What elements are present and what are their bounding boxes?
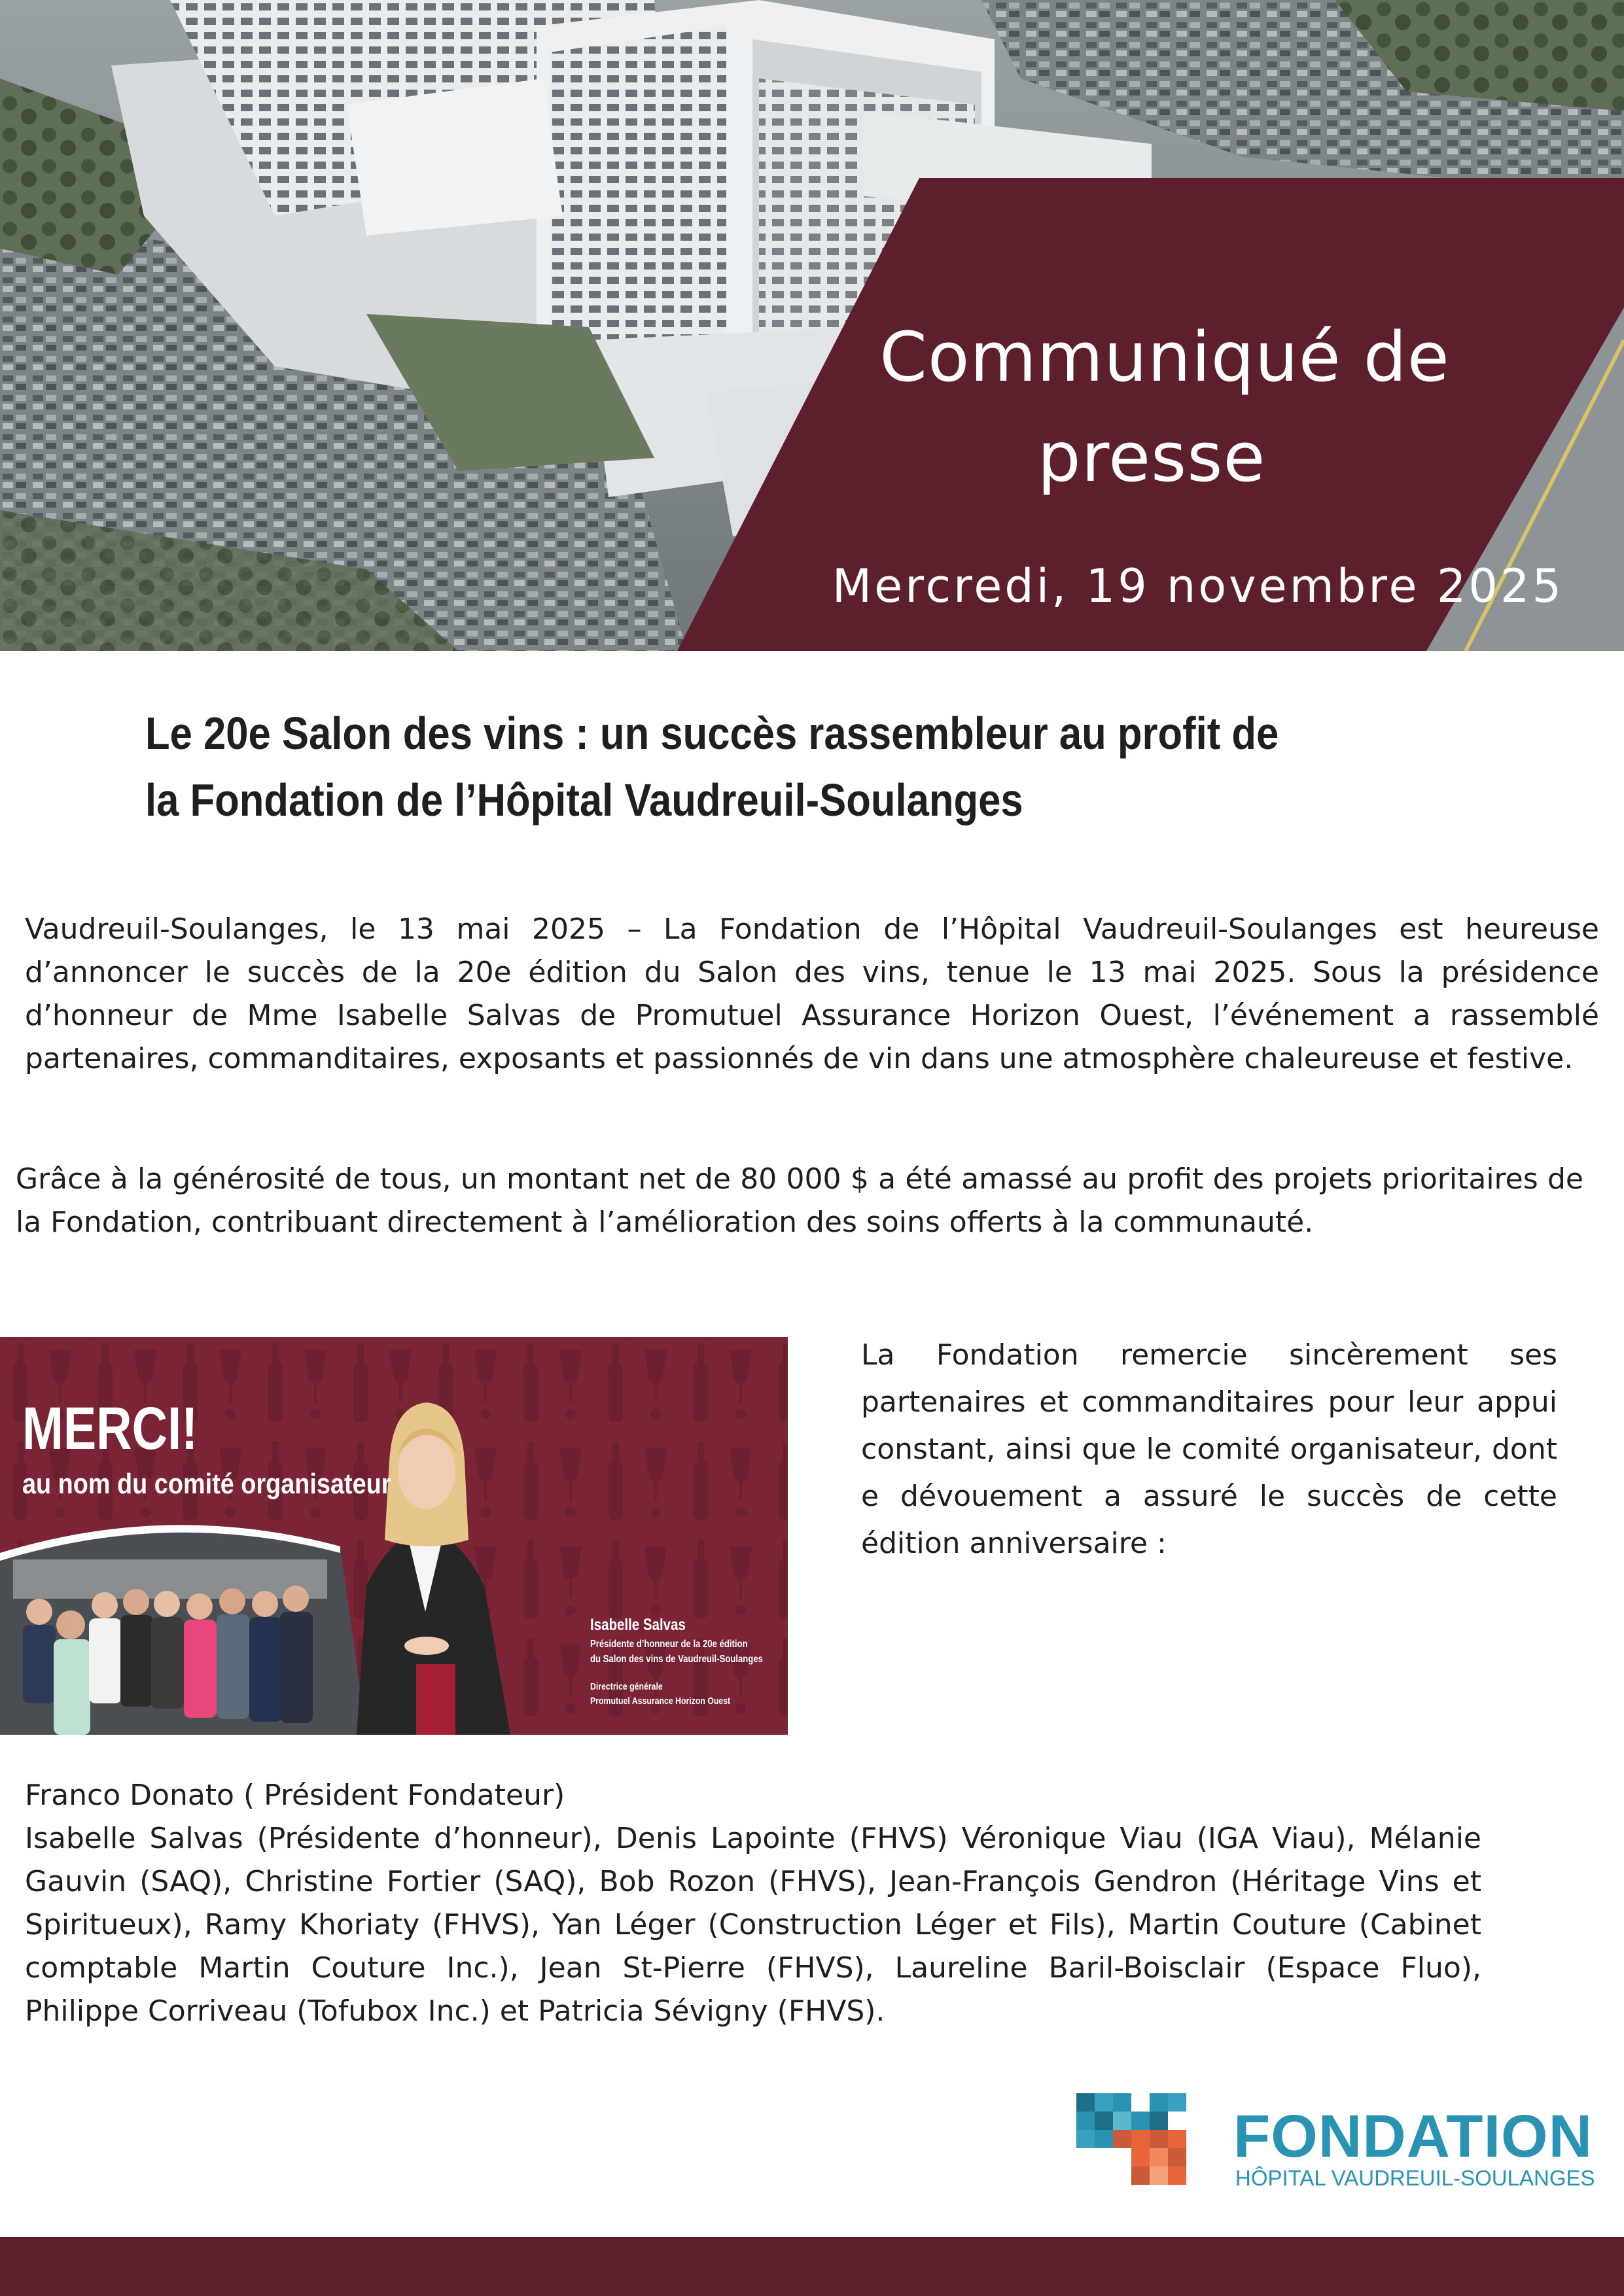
footer-bar — [0, 2237, 1624, 2296]
merci-photo-card — [0, 1337, 788, 1735]
caption-line-2: du Salon des vins de Vaudreuil-Soulanges — [590, 1654, 763, 1665]
caption-line-1: Présidente d’honneur de la 20e édition — [590, 1639, 748, 1650]
logo-subtitle: HÔPITAL VAUDREUIL-SOULANGES — [1235, 2166, 1595, 2190]
merci-subtitle: au nom du comité organisateur — [22, 1468, 391, 1500]
logo-wordmark: FONDATION — [1233, 2103, 1593, 2170]
caption-name: Isabelle Salvas — [590, 1616, 686, 1634]
fondation-logo-mark — [1076, 2093, 1207, 2191]
merci-title: MERCI! — [22, 1395, 198, 1462]
headline — [145, 700, 1326, 833]
hero-header — [0, 0, 1624, 651]
headline-line-2: la Fondation de l’Hôpital Vaudreuil-Soulanges — [145, 774, 1023, 826]
release-date: Mercredi, 19 novembre 2025 — [832, 559, 1564, 613]
fondation-logo — [1076, 2093, 1595, 2191]
caption-line-4: Promutuel Assurance Horizon Ouest — [590, 1696, 731, 1707]
title-line-1: Communiqué de — [879, 317, 1450, 397]
intro-paragraph: Vaudreuil-Soulanges, le 13 mai 2025 – La Fondation de l’Hôpital Vaudreuil-Soulanges est heureuse d’annoncer le succès de la 20e édition du Salon des vins, tenue le 13 mai 2025. Sous la présidence d’honneur de Mme Isabelle Salvas de Promutuel Assurance Horizon Ouest, l’événement a rassemblé partenaires, commanditaires, exposants et passionnés de vin dans une atmosphère chaleureuse et festive. — [25, 913, 1599, 1075]
committee-members: Isabelle Salvas (Présidente d’honneur), Denis Lapointe (FHVS) Véronique Viau (IGA Viau), Mélanie Gauvin (SAQ), Christine Fortier (SAQ), Bob Rozon (FHVS), Jean-François Gendron (Héritage Vins et Spiritueux), Ramy Khoriaty (FHVS), Yan Léger (Construction Léger et Fils), Martin Couture (Cabinet comptable Martin Couture Inc.), Jean St-Pierre (FHVS), Laureline Baril-Boisclair (Espace Fluo), Philippe Corriveau (Tofubox Inc.) et Patricia Sévigny (FHVS). — [25, 1822, 1481, 2028]
thanks-paragraph: La Fondation remercie sincèrement ses partenaires et commanditaires pour leur appui constant, ainsi que le comité organisateur, dont e dévouement a assuré le succès de cette édition anniversaire : — [861, 1338, 1557, 1560]
amount-paragraph: Grâce à la générosité de tous, un montant net de 80 000 $ a été amassé au profit des projets prioritaires de la Fondation, contribuant directement à l’amélioration des soins offerts à la communauté. — [16, 1162, 1583, 1239]
committee-paragraph — [25, 1774, 1481, 2033]
title-line-2: presse — [1037, 417, 1266, 497]
committee-founder: Franco Donato ( Président Fondateur) — [25, 1779, 565, 1812]
headline-line-1: Le 20e Salon des vins : un succès rassembleur au profit de — [145, 708, 1279, 759]
caption-line-3: Directrice générale — [590, 1681, 663, 1692]
